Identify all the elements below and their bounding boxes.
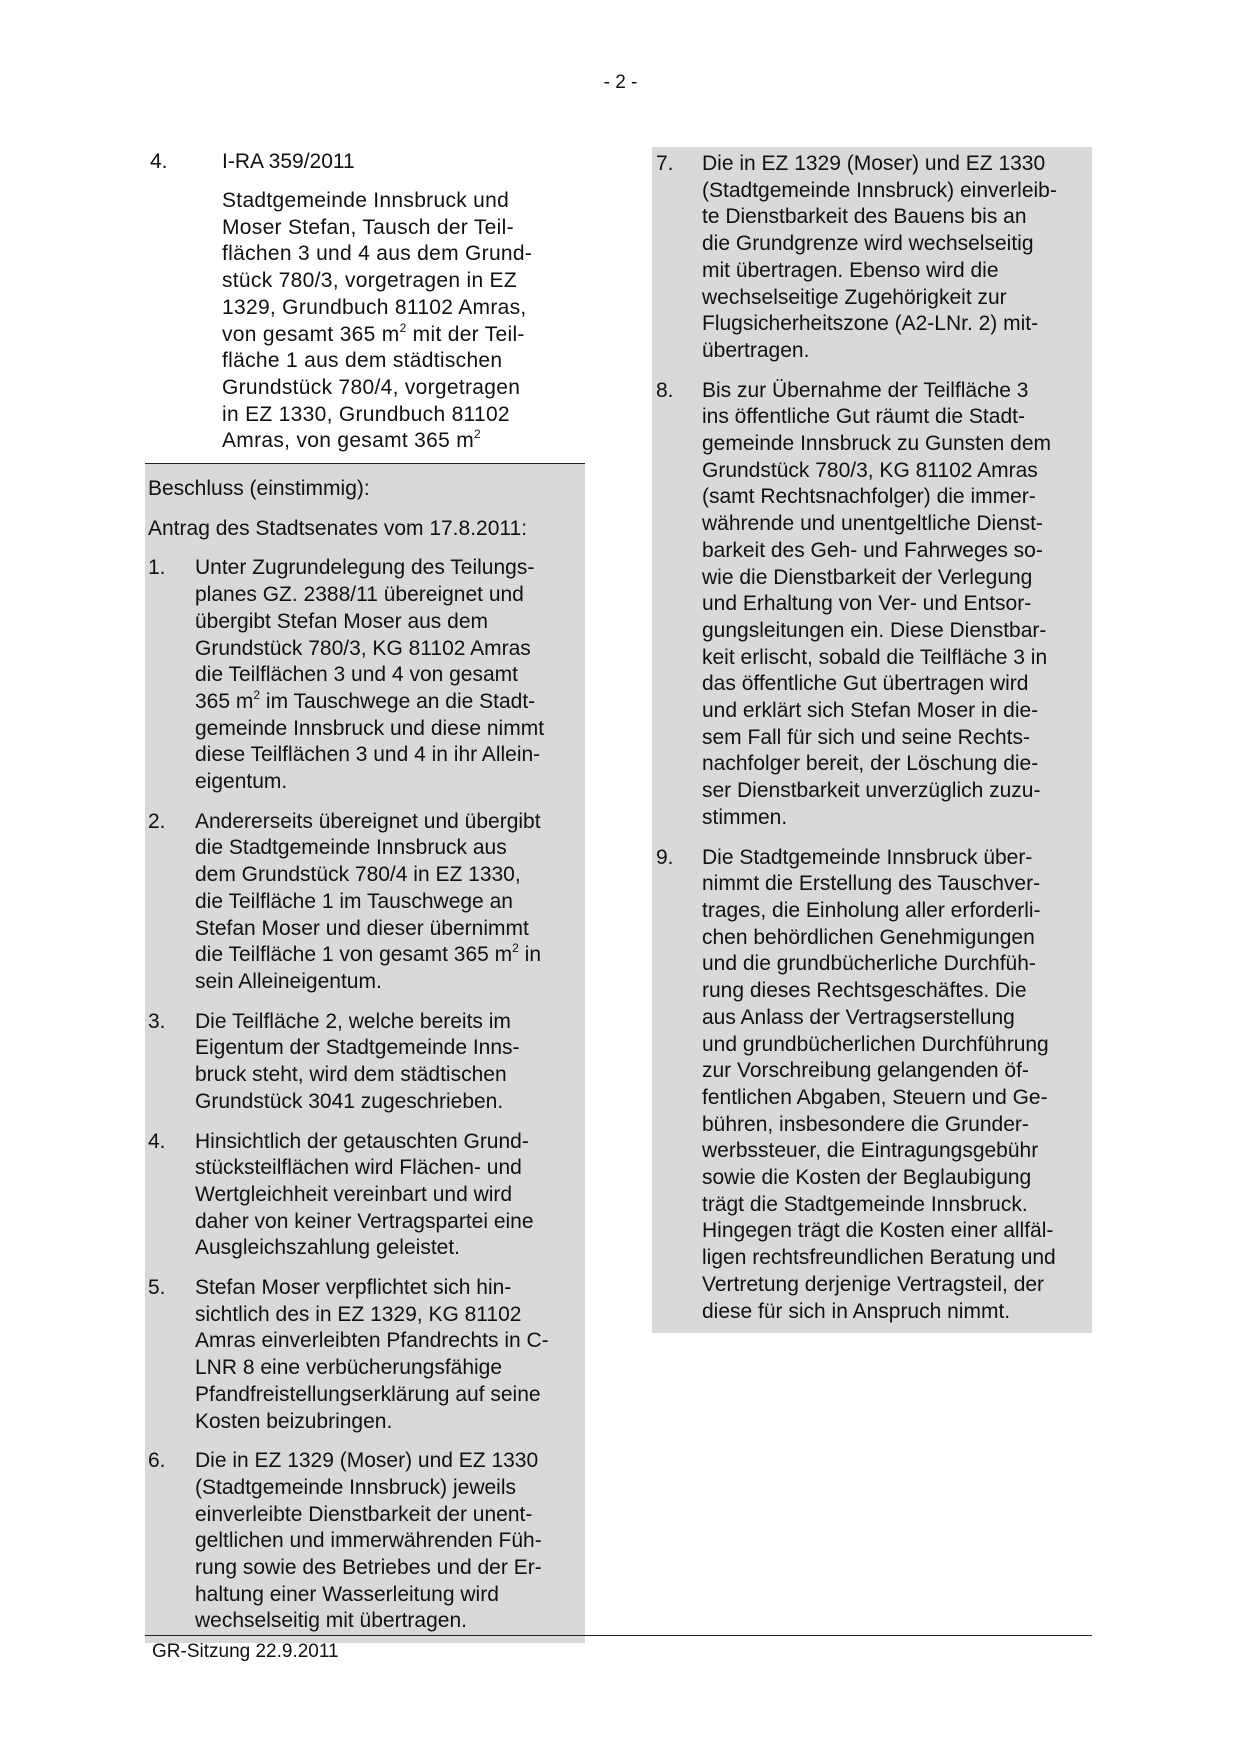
decision-item-9: 9. Die Stadtgemeinde Innsbruck über- nimmt die Erstellung des Tauschver- trages, die Einholung aller erforderli- chen behördlichen Genehmigungen und die grundbücherliche Durchfüh- rung dieses Rechtsgeschäftes. Die aus Anlass der Vertragserstellung und grundbücherlichen Durchführung zur Vorschreibung gelangenden öf- fentlichen Abgaben, Steuern und Ge- bühren, insbesondere die Grunder- werbssteuer, die Eintragungsgebühr sowie die Kosten der Beglaubigung trägt die Stadtgemeinde Innsbruck. Hingegen trägt die Kosten einer allfäl- ligen rechtsfreundlichen Beratung und Vertretung derjenige Vertragsteil, der diese für sich in Anspruch nimmt. <box>656 845 1056 1323</box>
decision-block <box>145 464 585 1643</box>
agenda-code: I-RA 359/2011 <box>222 150 355 173</box>
item-number: 3. <box>148 1009 166 1033</box>
decision-item-4: 4. Hinsichtlich der getauschten Grund- stücksteilflächen wird Flächen- und Wertgleichheit vereinbart und wird daher von keiner Vertragspartei eine Ausgleichszahlung geleistet. <box>148 1129 534 1260</box>
decision-item-8: 8. Bis zur Übernahme der Teilfläche 3 ins öffentliche Gut räumt die Stadt- gemeinde Innsbruck zu Gunsten dem Grundstück 780/3, KG 81102 Amras (samt Rechtsnachfolger) die immer- währende und unentgeltliche Dienst- barkeit des Geh- und Fahrweges so- wie die Dienstbarkeit der Verlegung und Erhaltung von Ver- und Entsor- gungsleitungen ein. Diese Dienstbar- keit erlischt, sobald die Teilfläche 3 in das öffentliche Gut übertragen wird und erklärt sich Stefan Moser in die- sem Fall für sich und seine Rechts- nachfolger bereit, der Löschung die- ser Dienstbarkeit unverzüglich zuzu- stimmen. <box>656 378 1052 829</box>
title-line: in EZ 1330, Grundbuch 81102 <box>222 402 510 426</box>
title-line: Moser Stefan, Tausch der Teil- <box>222 215 514 239</box>
item-number: 8. <box>656 378 674 402</box>
footer-session-date: GR-Sitzung 22.9.2011 <box>152 1641 339 1662</box>
item-number: 1. <box>148 556 166 580</box>
decision-item-3: 3. Die Teilfläche 2, welche bereits im Eigentum der Stadtgemeinde Inns- bruck steht, wird dem städtischen Grundstück 3041 zugeschrieben. <box>148 1009 520 1113</box>
item-number: 7. <box>656 152 674 175</box>
decision-heading: Beschluss (einstimmig): <box>148 477 370 501</box>
item-number: 2. <box>148 809 166 833</box>
decision-motion: Antrag des Stadtsenates vom 17.8.2011: <box>148 516 528 540</box>
decision-item-1: 1. Unter Zugrundelegung des Teilungs- planes GZ. 2388/11 übereignet und übergibt Stefan Moser aus dem Grundstück 780/3, KG 81102 Amras die Teilflächen 3 und 4 von gesamt 365 $m^2$ im Tauschwege an die Stadt- gemeinde Innsbruck und diese nimmt diese Teilflächen 3 und 4 in ihr Allein- eigentum. <box>148 556 545 794</box>
decision-item-2: 2. Andererseits übereignet und übergibt die Stadtgemeinde Innsbruck aus dem Grundstück 780/4 in EZ 1330, die Teilfläche 1 im Tauschwege an Stefan Moser und dieser übernimmt die Teilfläche 1 von gesamt 365 $m^2$ in sein Alleineigentum. <box>148 809 542 993</box>
title-line: fläche 1 aus dem städtischen <box>222 349 503 373</box>
title-line: Stadtgemeinde Innsbruck und <box>222 189 510 212</box>
title-line: von gesamt 365 $m^2$ mit der Teil- <box>222 320 525 346</box>
title-line: flächen 3 und 4 aus dem Grund- <box>222 242 533 266</box>
decision-item-5: 5. Stefan Moser verpflichtet sich hin- sichtlich des in EZ 1329, KG 81102 Amras einverleibten Pfandrechts in C- LNR 8 eine verbücherungsfähige Pfandfreistellungserklärung auf seine Kosten beizubringen. <box>148 1276 549 1433</box>
title-line: 1329, Grundbuch 81102 Amras, <box>222 295 527 319</box>
item-number: 6. <box>148 1449 166 1473</box>
item-number: 5. <box>148 1276 166 1300</box>
title-line: Amras, von gesamt 365 $m^2$ <box>222 427 481 453</box>
right-column <box>652 147 1092 1333</box>
title-line: Grundstück 780/4, vorgetragen <box>222 375 521 399</box>
decision-item-7: 7. Die in EZ 1329 (Moser) und EZ 1330 (Stadtgemeinde Innsbruck) einverleib- te Dienstbarkeit des Bauens bis an die Grundgrenze wird wechselseitig mit übertragen. Ebenso wird die wechselseitige Zugehörigkeit zur Flugsicherheitszone (A2-LNr. 2) mit- übertragen. <box>656 152 1057 362</box>
page-number: - 2 - <box>603 72 638 93</box>
agenda-header <box>145 148 585 176</box>
title-line: stück 780/3, vorgetragen in EZ <box>222 269 517 293</box>
left-column <box>145 148 585 1643</box>
footer-divider <box>145 1635 1092 1636</box>
item-number: 9. <box>656 845 674 869</box>
agenda-title <box>222 188 585 455</box>
agenda-number: 4. <box>150 150 168 173</box>
item-number: 4. <box>148 1129 166 1153</box>
decision-item-6: 6. Die in EZ 1329 (Moser) und EZ 1330 (Stadtgemeinde Innsbruck) jeweils einverleibte Dienstbarkeit der unent- geltlichen und immerwährenden Füh- rung sowie des Betriebes und der Er- haltung einer Wasserleitung wird wechselseitig mit übertragen. <box>148 1449 542 1633</box>
decision-block-continued <box>652 147 1092 1333</box>
